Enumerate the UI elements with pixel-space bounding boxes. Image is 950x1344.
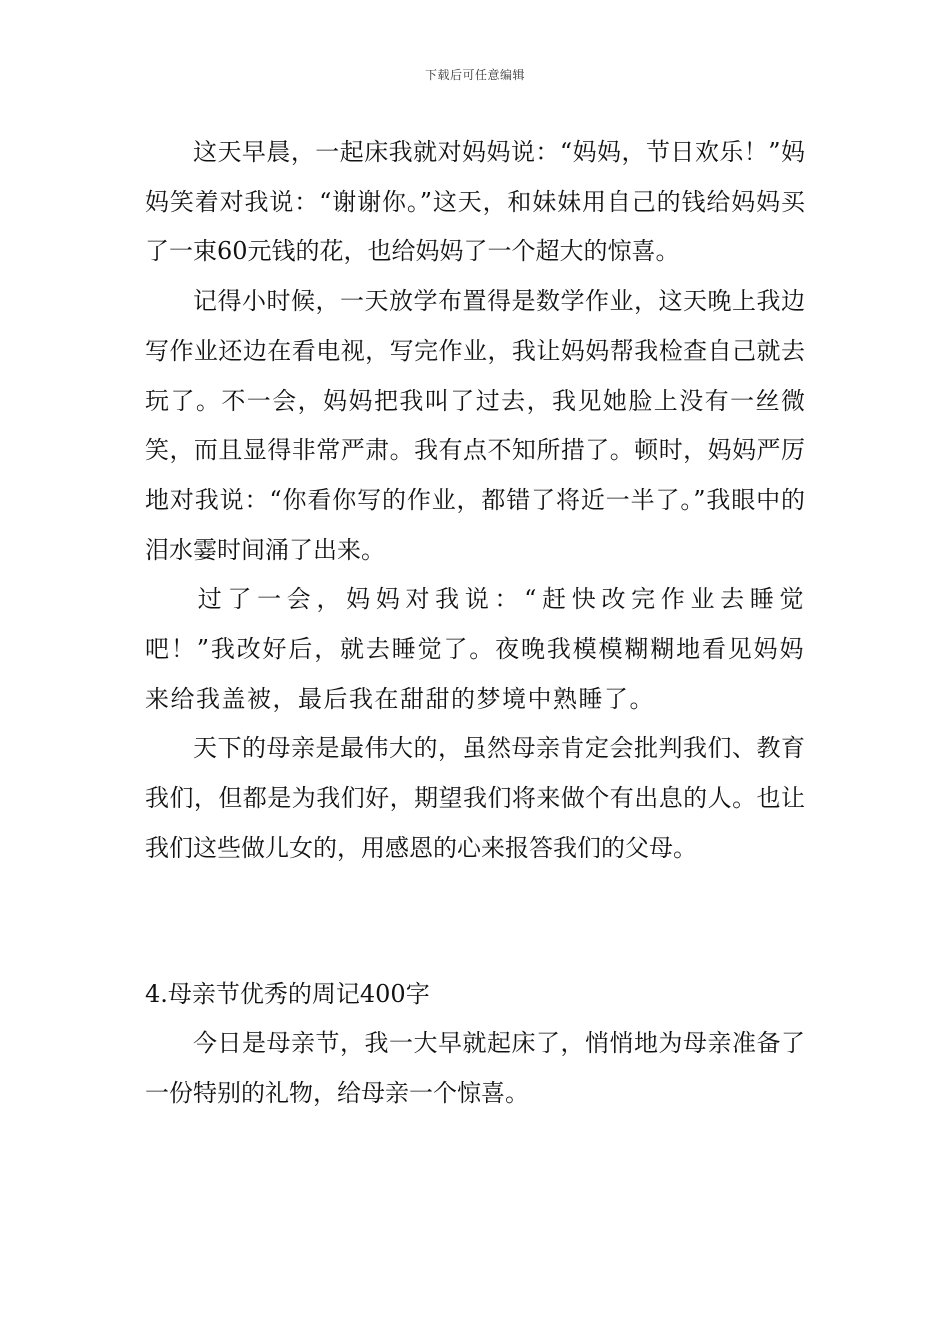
document-body [145, 128, 805, 1119]
paragraph-bedtime: 过了一会，妈妈对我说：“赶快改完作业去睡觉吧！”我改好后，就去睡觉了。夜晚我模模糊糊地看见妈妈来给我盖被，最后我在甜甜的梦境中熟睡了。 [145, 585, 805, 713]
paragraph-conclusion: 天下的母亲是最伟大的，虽然母亲肯定会批判我们、教育我们，但都是为我们好，期望我们将来做个有出息的人。也让我们这些做儿女的，用感恩的心来报答我们的父母。 [145, 734, 805, 862]
paragraph-mothers-day-gift: 今日是母亲节，我一大早就起床了，悄悄地为母亲准备了一份特别的礼物，给母亲一个惊喜。 [145, 1029, 805, 1107]
paragraph-morning-greeting: 这天早晨，一起床我就对妈妈说：“妈妈，节日欢乐！”妈妈笑着对我说：“谢谢你。”这天，和妹妹用自己的钱给妈妈买了一束60元钱的花，也给妈妈了一个超大的惊喜。 [145, 138, 805, 266]
section-heading: 4.母亲节优秀的周记400字 [145, 979, 430, 1008]
header-note: 下载后可任意编辑 [424, 68, 525, 82]
paragraph-childhood-homework: 记得小时候，一天放学布置得是数学作业，这天晚上我边写作业还边在看电视，写完作业，我让妈妈帮我检查自己就去玩了。不一会，妈妈把我叫了过去，我见她脸上没有一丝微笑，而且显得非常严肃。我有点不知所措了。顿时，妈妈严厉地对我说：“你看你写的作业，都错了将近一半了。”我眼中的泪水霎时间涌了出来。 [145, 287, 805, 564]
